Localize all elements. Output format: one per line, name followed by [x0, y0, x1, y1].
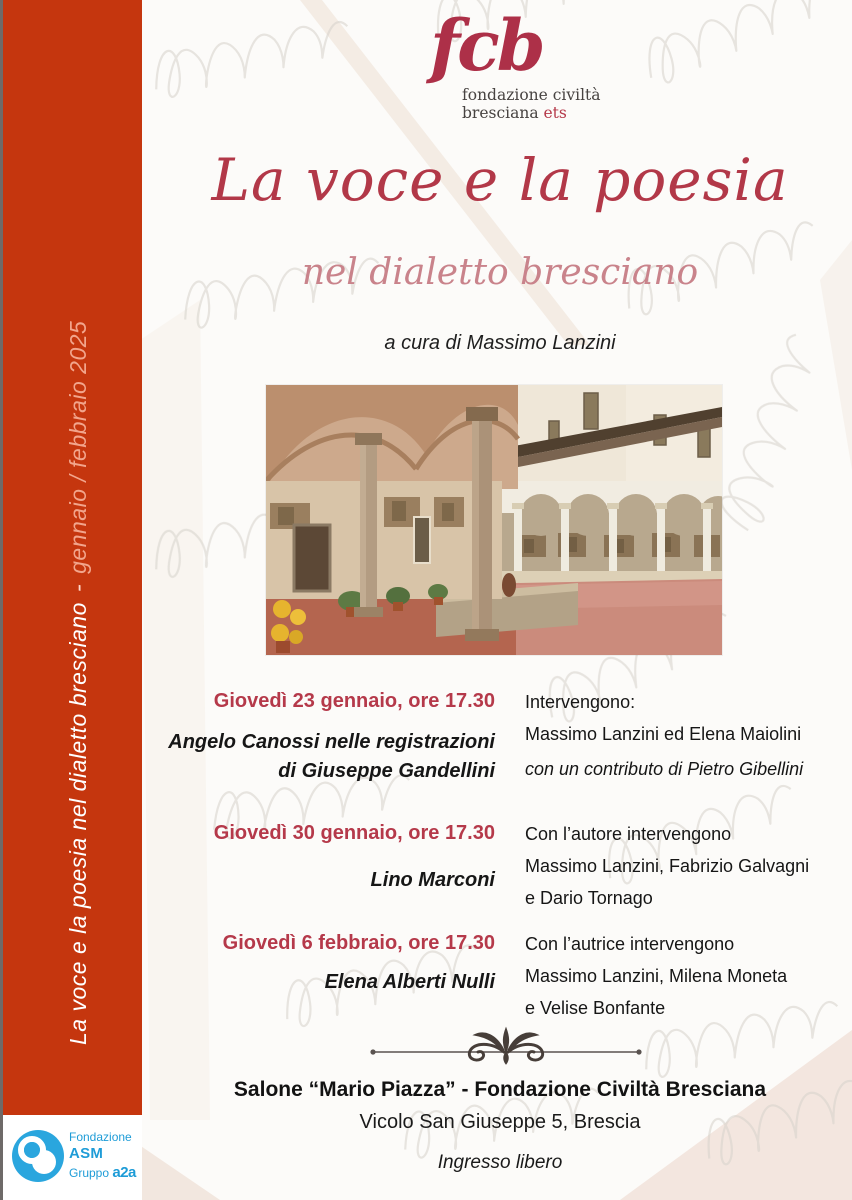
- event-1-speakers-line2: Massimo Lanzini ed Elena Maiolini: [525, 724, 802, 744]
- event-2-speakers-line1: Con l’autore intervengono: [525, 824, 732, 844]
- event-3-date: Giovedì 6 febbraio, ore 17.30: [222, 932, 495, 954]
- event-1-title-line2: di Giuseppe Gandellini: [278, 760, 495, 782]
- asm-logo-box: [3, 1115, 142, 1200]
- event-1-speakers-line1: Intervengono:: [525, 692, 636, 712]
- event-3-title-line1: Elena Alberti Nulli: [324, 971, 495, 993]
- sidebar-band: [3, 0, 142, 1115]
- fcb-monogram: fcb: [430, 4, 543, 87]
- asm-name-label: ASM: [69, 1144, 104, 1162]
- cloister-photo: [266, 385, 722, 655]
- venue-line: Salone “Mario Piazza” - Fondazione Civiltà Bresciana: [233, 1078, 767, 1101]
- event-2-date: Giovedì 30 gennaio, ore 17.30: [213, 822, 495, 844]
- fcb-ets-suffix: ets: [543, 104, 567, 122]
- sidebar-separator: -: [65, 583, 91, 593]
- event-2-speakers: [525, 818, 847, 914]
- page-edge: [0, 0, 3, 1200]
- event-2-speakers-line2: Massimo Lanzini, Fabrizio Galvagni: [525, 856, 810, 876]
- a2a-brand: a2a: [112, 1164, 136, 1182]
- curator-line: a cura di Massimo Lanzini: [384, 332, 616, 354]
- sidebar-vertical-title: [65, 321, 92, 1045]
- asm-logo-text: [69, 1131, 136, 1181]
- poster-title-line2: nel dialetto bresciano: [301, 252, 699, 293]
- event-3-speakers-line2: Massimo Lanzini, Milena Moneta: [525, 966, 788, 986]
- asm-gruppo-label: [69, 1164, 136, 1181]
- fcb-logo: [402, 4, 682, 125]
- fcb-tagline: [462, 86, 682, 122]
- fcb-tagline-text: fondazione civiltà bresciana: [462, 86, 601, 122]
- address-line: Vicolo San Giuseppe 5, Brescia: [359, 1111, 641, 1133]
- asm-circle-icon: [12, 1130, 64, 1182]
- event-3-title: [160, 968, 495, 997]
- event-1-note: con un contributo di Pietro Gibellini: [525, 759, 804, 779]
- sidebar-period-text: gennaio / febbraio 2025: [65, 320, 91, 574]
- event-3-speakers-line3: e Velise Bonfante: [525, 998, 666, 1018]
- event-2-title-line1: Lino Marconi: [370, 869, 495, 891]
- event-1-speakers: [525, 686, 847, 785]
- event-3-speakers-line1: Con l’autrice intervengono: [525, 934, 735, 954]
- cloister-photo-graphic: [266, 385, 722, 655]
- asm-gruppo-prefix: Gruppo: [69, 1166, 113, 1181]
- asm-fondazione-label: Fondazione: [69, 1130, 132, 1144]
- sidebar-title-text: La voce e la poesia nel dialetto bresciano: [65, 602, 91, 1045]
- event-1-title-line1: Angelo Canossi nelle registrazioni: [168, 731, 495, 753]
- flourish-divider-icon: [368, 1026, 644, 1066]
- poster-title-line1: La voce e la poesia: [211, 146, 789, 214]
- free-entry-line: Ingresso libero: [437, 1152, 563, 1173]
- event-2-title: [160, 866, 495, 895]
- event-2-speakers-line3: e Dario Tornago: [525, 888, 653, 908]
- event-1-date: Giovedì 23 gennaio, ore 17.30: [213, 690, 495, 712]
- event-1-title: [160, 728, 495, 786]
- event-3-speakers: [525, 928, 847, 1024]
